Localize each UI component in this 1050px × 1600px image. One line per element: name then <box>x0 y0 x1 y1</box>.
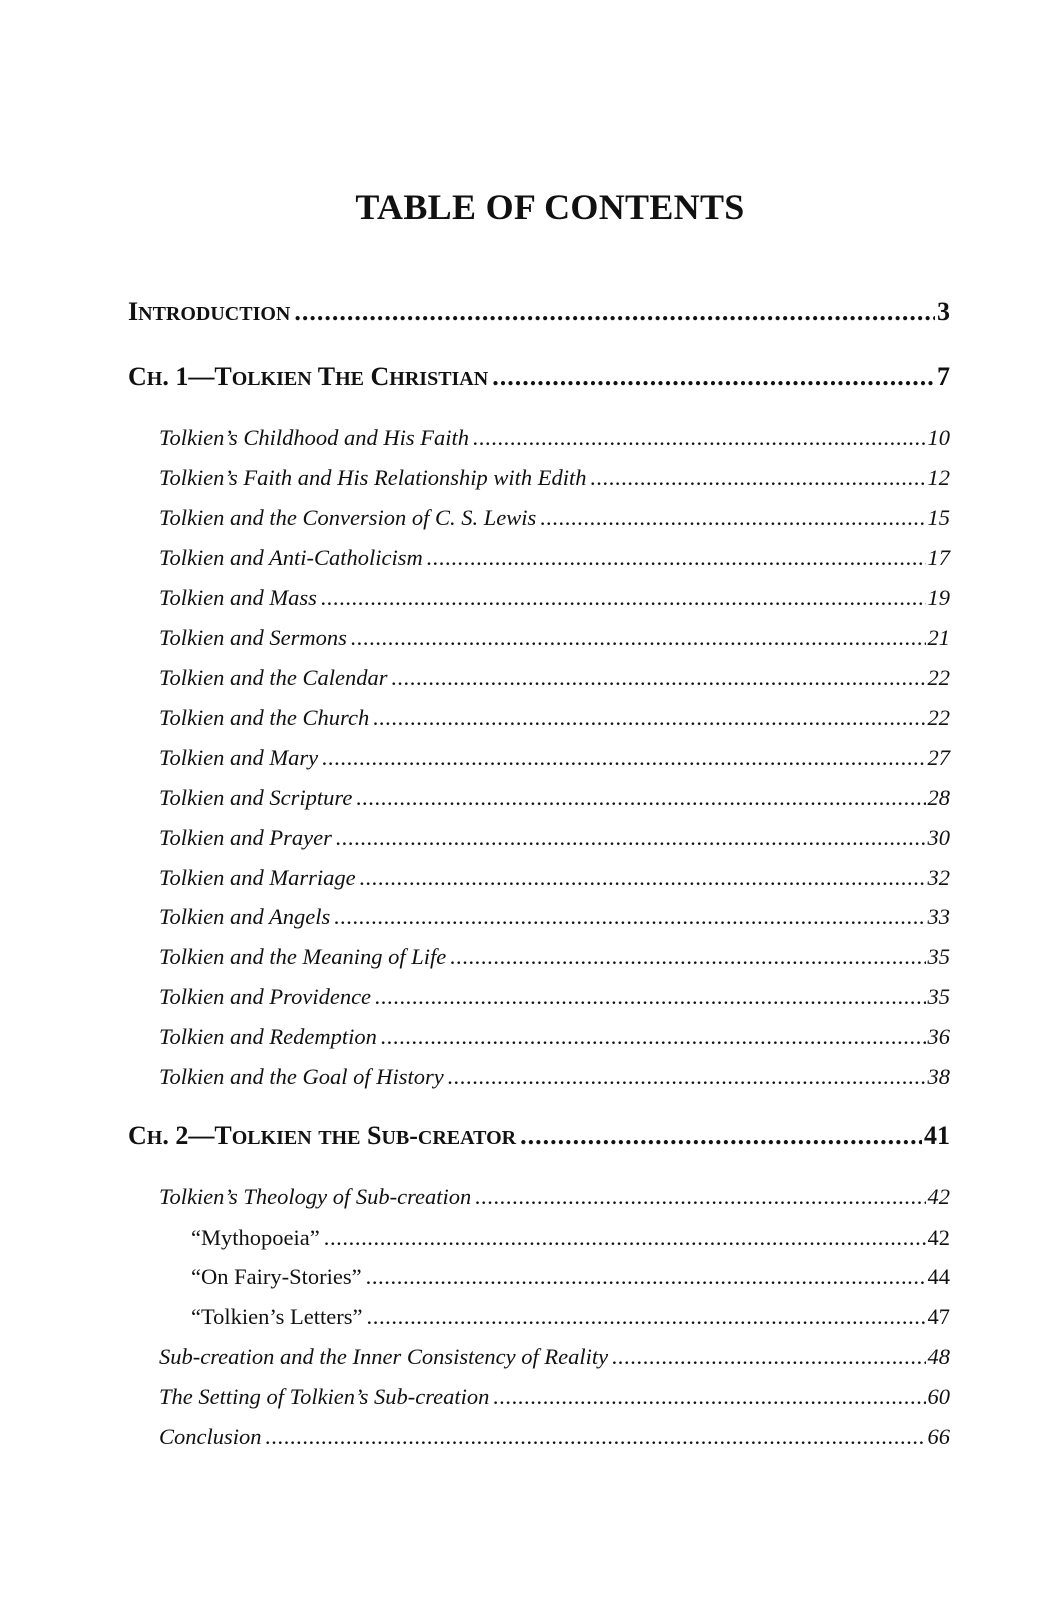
dot-leader <box>360 865 926 891</box>
toc-section <box>128 505 950 531</box>
dot-leader <box>334 904 925 930</box>
dot-leader <box>322 745 925 771</box>
toc-section <box>128 745 950 771</box>
toc-entry-label: Tolkien and Redemption <box>159 1024 377 1049</box>
dot-leader <box>492 362 935 392</box>
toc-subsection <box>128 1225 950 1251</box>
toc-page-number: 30 <box>927 825 950 850</box>
toc-section <box>128 984 950 1010</box>
toc-section <box>128 865 950 891</box>
toc-section <box>128 585 950 611</box>
dot-leader <box>367 1304 926 1330</box>
toc-section <box>128 1064 950 1090</box>
toc-chapter <box>128 1121 950 1151</box>
toc-section <box>128 1024 950 1050</box>
toc-page-number: 22 <box>927 705 950 730</box>
toc-page-number: 28 <box>927 785 950 810</box>
toc-page-number: 35 <box>927 984 950 1009</box>
dot-leader <box>520 1121 922 1151</box>
toc-page-number: 41 <box>924 1121 950 1150</box>
toc-entry-label: Tolkien and the Church <box>159 705 370 730</box>
toc-entry-label: “On Fairy-Stories” <box>191 1264 362 1289</box>
toc-section <box>128 1344 950 1370</box>
toc-page-number: 48 <box>927 1344 950 1369</box>
dot-leader <box>351 625 926 651</box>
toc-entry-label: Tolkien and Marriage <box>159 865 356 890</box>
toc-entry-label: Tolkien and Anti-Catholicism <box>159 545 423 570</box>
toc-page-number: 22 <box>927 665 950 690</box>
toc-entry-label: Tolkien and Sermons <box>159 625 347 650</box>
toc-entry-label: Tolkien and the Conversion of C. S. Lewis <box>159 505 537 530</box>
toc-page-number: 15 <box>927 505 950 530</box>
dot-leader <box>373 705 925 731</box>
toc-page-number: 42 <box>927 1225 950 1250</box>
toc-section <box>128 625 950 651</box>
toc-section <box>128 425 950 451</box>
dot-leader <box>540 505 925 531</box>
dot-leader <box>366 1264 926 1290</box>
toc-section <box>128 665 950 691</box>
toc-entry-label: Tolkien and the Meaning of Life <box>159 944 447 969</box>
toc-section <box>128 1424 950 1450</box>
toc-entry-label: Tolkien’s Childhood and His Faith <box>159 425 470 450</box>
toc-entry-label: CH. 2—TOLKIEN THE SUB-CREATOR <box>128 1121 517 1150</box>
toc-entry-label: The Setting of Tolkien’s Sub-creation <box>159 1384 490 1409</box>
dot-leader <box>336 825 926 851</box>
dot-leader <box>381 1024 926 1050</box>
toc-page-number: 7 <box>937 362 950 391</box>
toc-entry-label: “Mythopoeia” <box>191 1225 320 1250</box>
toc-page-number: 38 <box>927 1064 950 1089</box>
dot-leader <box>475 1184 925 1210</box>
toc-subsection <box>128 1304 950 1330</box>
dot-leader <box>450 944 925 970</box>
toc-entry-label: Tolkien’s Theology of Sub-creation <box>159 1184 472 1209</box>
toc-entry-label: INTRODUCTION <box>128 297 291 326</box>
toc-page-number: 19 <box>927 585 950 610</box>
toc-page-number: 17 <box>927 545 950 570</box>
dot-leader <box>473 425 925 451</box>
dot-leader <box>448 1064 926 1090</box>
toc-entry-label: Sub-creation and the Inner Consistency of Reality <box>159 1344 609 1369</box>
toc-section <box>128 705 950 731</box>
toc-entry-label: Tolkien and Providence <box>159 984 372 1009</box>
toc-page-number: 35 <box>927 944 950 969</box>
toc-section <box>128 944 950 970</box>
dot-leader <box>266 1424 926 1450</box>
dot-leader <box>427 545 926 571</box>
toc-section <box>128 545 950 571</box>
toc-section <box>128 785 950 811</box>
toc-page-number: 33 <box>927 904 950 929</box>
dot-leader <box>356 785 925 811</box>
toc-entry-label: Tolkien and the Calendar <box>159 665 388 690</box>
toc-entry-label: Tolkien and Angels <box>159 904 331 929</box>
toc-page-number: 3 <box>937 297 950 326</box>
toc-page-number: 66 <box>927 1424 950 1449</box>
toc-subsection <box>128 1264 950 1290</box>
toc-page-number: 60 <box>927 1384 950 1409</box>
dot-leader <box>493 1384 925 1410</box>
toc-page-number: 21 <box>927 625 950 650</box>
toc-section <box>128 1184 950 1210</box>
toc-page-number: 32 <box>927 865 950 890</box>
toc-section <box>128 1384 950 1410</box>
toc-entry-label: Tolkien and Prayer <box>159 825 332 850</box>
dot-leader <box>612 1344 925 1370</box>
toc-entry-label: “Tolkien’s Letters” <box>191 1304 363 1329</box>
toc-chapter <box>128 297 950 327</box>
toc-section <box>128 904 950 930</box>
toc-entry-label: Conclusion <box>159 1424 262 1449</box>
toc-chapter <box>128 362 950 392</box>
toc-section <box>128 465 950 491</box>
toc-entry-label: CH. 1—TOLKIEN THE CHRISTIAN <box>128 362 489 391</box>
toc-entry-label: Tolkien and Scripture <box>159 785 353 810</box>
toc-entry-label: Tolkien and the Goal of History <box>159 1064 444 1089</box>
toc-page-number: 47 <box>927 1304 950 1329</box>
toc-entry-label: Tolkien’s Faith and His Relationship with Edith <box>159 465 587 490</box>
toc-entry-label: Tolkien and Mary <box>159 745 319 770</box>
dot-leader <box>324 1225 926 1251</box>
dot-leader <box>591 465 926 491</box>
dot-leader <box>375 984 925 1010</box>
dot-leader <box>294 297 935 327</box>
toc-page-number: 44 <box>927 1264 950 1289</box>
toc-page-number: 10 <box>927 425 950 450</box>
toc-page-number: 42 <box>927 1184 950 1209</box>
toc-page-number: 12 <box>927 465 950 490</box>
toc-page-number: 27 <box>927 745 950 770</box>
toc-page-number: 36 <box>927 1024 950 1049</box>
toc-entry-label: Tolkien and Mass <box>159 585 317 610</box>
dot-leader <box>392 665 926 691</box>
toc-section <box>128 825 950 851</box>
page-title: TABLE OF CONTENTS <box>355 187 745 227</box>
dot-leader <box>321 585 926 611</box>
